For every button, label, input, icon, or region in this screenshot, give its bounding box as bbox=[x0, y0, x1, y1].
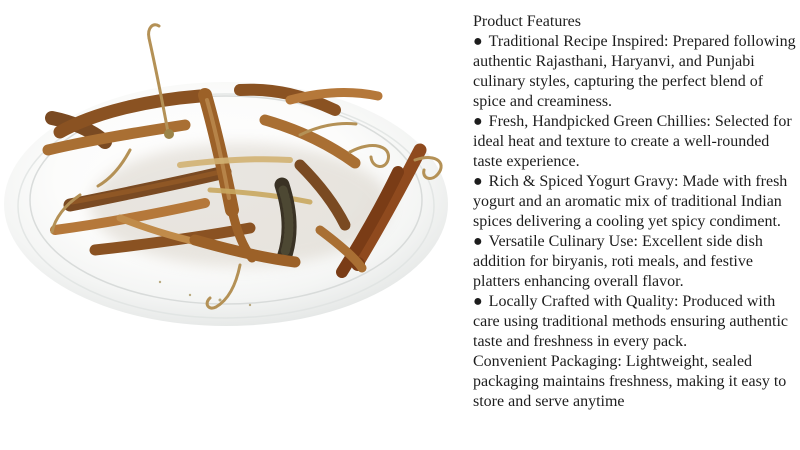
feature-text: Rich & Spiced Yogurt Gravy: Made with fresh yogurt and an aromatic mix of traditional Indian spices delivering a cooling yet spicy condiment. bbox=[473, 173, 788, 230]
feature-text: Traditional Recipe Inspired: Prepared following authentic Rajasthani, Haryanvi, and Punjabi culinary styles, capturing the perfect blend of spice and creaminess. bbox=[473, 33, 796, 110]
feature-item bbox=[473, 32, 798, 112]
feature-text: Convenient Packaging: Lightweight, sealed packaging maintains freshness, making it easy to store and serve anytime bbox=[473, 353, 787, 410]
feature-item bbox=[473, 352, 798, 412]
bullet-icon: ● bbox=[473, 33, 483, 50]
feature-text: Fresh, Handpicked Green Chillies: Selected for ideal heat and texture to create a well-rounded taste experience. bbox=[473, 113, 792, 170]
bullet-icon: ● bbox=[473, 293, 483, 310]
feature-item bbox=[473, 172, 798, 232]
features-heading: Product Features bbox=[473, 13, 581, 30]
feature-item bbox=[473, 292, 798, 352]
feature-text: Locally Crafted with Quality: Produced with care using traditional methods ensuring authentic taste and freshness in every pack. bbox=[473, 293, 789, 350]
feature-item bbox=[473, 112, 798, 172]
bullet-icon: ● bbox=[473, 173, 483, 190]
product-features-panel bbox=[473, 12, 798, 412]
bullet-icon: ● bbox=[473, 233, 483, 250]
feature-item bbox=[473, 232, 798, 292]
bullet-icon: ● bbox=[473, 113, 483, 130]
feature-text: Versatile Culinary Use: Excellent side dish addition for biryanis, roti meals, and festive platters enhancing overall flavor. bbox=[473, 233, 763, 290]
